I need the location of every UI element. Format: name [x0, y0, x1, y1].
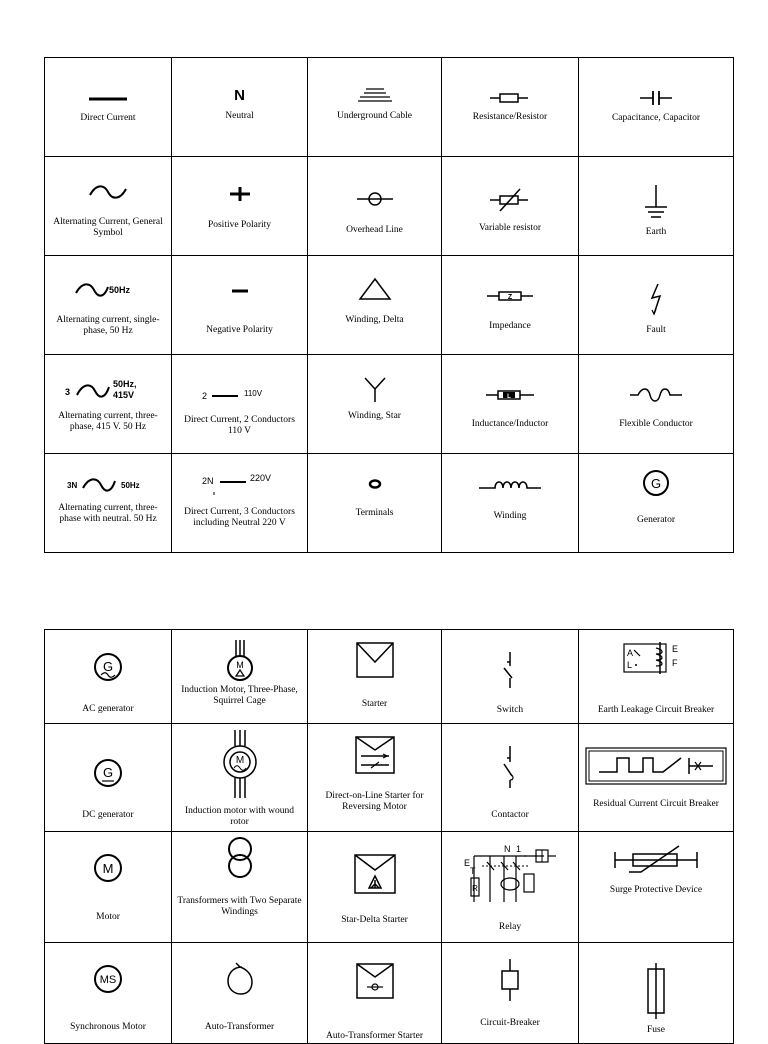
- impedance-icon: [485, 288, 535, 304]
- symbol-label: Auto-Transformer Starter: [325, 1031, 423, 1041]
- synchronous-motor-icon: [92, 963, 124, 995]
- svg-text:F: F: [672, 658, 678, 668]
- underground-cable-icon: [350, 86, 400, 104]
- svg-text:2N: 2N: [201, 476, 214, 486]
- svg-text:220V: 220V: [249, 473, 271, 483]
- svg-text:3N: 3N: [67, 481, 78, 490]
- symbol-cell: [308, 355, 442, 454]
- symbol-label: Relay: [498, 922, 522, 932]
- symbol-label: Resistance/Resistor: [472, 112, 548, 122]
- symbol-cell: [442, 157, 579, 256]
- symbol-label: Induction Motor, Three-Phase, Squirrel Cage: [181, 685, 298, 706]
- transformer-icon: [222, 836, 258, 880]
- symbol-label: Capacitance, Capacitor: [611, 113, 701, 123]
- symbol-label: Synchronous Motor: [70, 1022, 146, 1032]
- symbol-label: Circuit-Breaker: [480, 1018, 540, 1028]
- svg-text:1: 1: [516, 844, 522, 854]
- symbol-label: Alternating current, three-phase with neutral. 50 Hz: [58, 503, 158, 524]
- symbol-label: Variable resistor: [479, 223, 541, 233]
- symbol-label: Motor: [96, 912, 120, 922]
- symbol-cell: [442, 943, 579, 1044]
- svg-text:T: T: [470, 866, 476, 876]
- svg-text:L: L: [627, 660, 633, 670]
- symbol-label: Fuse: [647, 1025, 665, 1035]
- svg-text:2: 2: [201, 391, 207, 401]
- symbol-cell: [579, 724, 734, 832]
- symbol-label: Direct Current: [80, 113, 136, 123]
- symbol-label: Winding, Delta: [345, 315, 404, 325]
- starter-icon: [354, 640, 396, 680]
- symbol-cell: [579, 454, 734, 553]
- fault-icon: [646, 282, 666, 316]
- dc-two-conductors-icon: [200, 387, 280, 403]
- symbol-label: Negative Polarity: [206, 325, 273, 335]
- symbol-cell: [579, 355, 734, 454]
- symbol-label: Residual Current Circuit Breaker: [593, 799, 719, 809]
- elcb-icon: [620, 640, 692, 676]
- symbol-cell: [442, 355, 579, 454]
- symbol-label: Starter: [361, 699, 388, 709]
- circuit-breaker-icon: [495, 957, 525, 1003]
- terminal-icon: [365, 477, 385, 491]
- symbol-cell: [45, 943, 172, 1044]
- table-row: [45, 832, 734, 943]
- symbol-cell: [308, 832, 442, 943]
- symbol-cell: [442, 58, 579, 157]
- fuse-icon: [642, 961, 670, 1021]
- auto-transformer-icon: [224, 961, 256, 997]
- alternating-current-icon: [86, 183, 130, 201]
- svg-text:M: M: [235, 660, 244, 670]
- symbol-label: Induction motor with wound rotor: [185, 806, 294, 827]
- svg-text:50Hz: 50Hz: [121, 481, 140, 490]
- svg-text:E: E: [464, 858, 471, 868]
- rccb-icon: [583, 746, 729, 786]
- surge-protective-device-icon: [611, 842, 701, 878]
- symbol-label: Underground Cable: [336, 111, 413, 121]
- table-row: [45, 454, 734, 553]
- svg-text:415V: 415V: [113, 390, 135, 400]
- symbol-label: Direct Current, 3 Conductors including Neutral 220 V: [184, 507, 295, 528]
- svg-text:M: M: [102, 861, 114, 876]
- table-row: [45, 630, 734, 724]
- svg-text:50Hz: 50Hz: [109, 285, 131, 295]
- symbol-cell: [45, 355, 172, 454]
- symbol-cell: [308, 454, 442, 553]
- relay-icon: [460, 842, 560, 912]
- dol-starter-reversing-icon: [353, 734, 397, 776]
- contactor-icon: [498, 744, 522, 790]
- symbol-label: Flexible Conductor: [619, 419, 693, 429]
- symbol-cell: [172, 832, 308, 943]
- symbol-label: Generator: [637, 515, 675, 525]
- svg-text:M: M: [235, 755, 244, 766]
- positive-polarity-icon: [225, 185, 255, 203]
- neutral-icon: N: [234, 87, 245, 104]
- negative-polarity-icon: [225, 286, 255, 296]
- induction-motor-wound-rotor-icon: [220, 728, 260, 800]
- winding-icon: [475, 476, 545, 492]
- symbol-label: Winding: [493, 511, 527, 521]
- dc-three-conductors-icon: [200, 472, 280, 498]
- svg-text:R: R: [472, 884, 478, 893]
- symbol-cell: [172, 630, 308, 724]
- capacitor-icon: [636, 88, 676, 108]
- table-row: [45, 355, 734, 454]
- svg-text:MS: MS: [99, 974, 117, 986]
- symbol-cell: [308, 157, 442, 256]
- symbol-label: Transformers with Two Separate Windings: [177, 896, 302, 917]
- svg-text:E: E: [672, 644, 679, 654]
- symbol-label: Alternating current, single-phase, 50 Hz: [56, 315, 160, 336]
- symbol-label: DC generator: [82, 810, 134, 820]
- symbol-cell: [308, 58, 442, 157]
- symbol-cell: [172, 943, 308, 1044]
- symbol-label: Earth: [645, 227, 667, 237]
- symbol-label: Terminals: [355, 508, 394, 518]
- symbol-cell: [308, 943, 442, 1044]
- symbol-cell: [579, 256, 734, 355]
- auto-transformer-starter-icon: [354, 961, 396, 1001]
- symbol-label: Direct-on-Line Starter for Reversing Motor: [325, 791, 424, 812]
- symbol-label: AC generator: [82, 704, 134, 714]
- symbol-label: Alternating current, three-phase, 415 V. 50 Hz: [58, 411, 158, 432]
- symbol-label: Auto-Transformer: [204, 1022, 275, 1032]
- generator-icon: [641, 468, 671, 498]
- resistor-icon: [488, 90, 532, 106]
- symbol-cell: [172, 724, 308, 832]
- symbol-cell: [308, 256, 442, 355]
- variable-resistor-icon: [488, 187, 532, 213]
- symbol-cell: [579, 157, 734, 256]
- symbol-cell: [45, 724, 172, 832]
- symbol-cell: [172, 256, 308, 355]
- symbol-label: Inductance/Inductor: [471, 419, 549, 429]
- switch-icon: [498, 650, 522, 690]
- symbol-cell: [45, 58, 172, 157]
- table-row: [45, 157, 734, 256]
- symbol-cell: [308, 630, 442, 724]
- motor-icon: [92, 852, 124, 884]
- symbol-cell: [172, 454, 308, 553]
- symbols-table-1: [44, 57, 734, 553]
- symbol-label: Impedance: [489, 321, 531, 331]
- star-delta-starter-icon: [352, 852, 398, 896]
- symbols-table-2: [44, 629, 734, 1044]
- svg-text:3: 3: [65, 387, 71, 397]
- symbol-label: Earth Leakage Circuit Breaker: [597, 705, 715, 715]
- symbol-cell: [45, 630, 172, 724]
- symbol-label: Overhead Line: [346, 225, 403, 235]
- svg-text:A: A: [627, 648, 634, 658]
- symbol-label: Star-Delta Starter: [341, 915, 408, 925]
- symbol-cell: [45, 454, 172, 553]
- ac-three-phase-icon: [63, 377, 153, 403]
- symbol-cell: [45, 256, 172, 355]
- svg-text:50Hz,: 50Hz,: [113, 379, 137, 389]
- svg-text:N: N: [504, 844, 511, 854]
- symbol-cell: [45, 157, 172, 256]
- symbol-cell: [45, 832, 172, 943]
- symbol-cell: [579, 630, 734, 724]
- symbol-label: Fault: [646, 325, 666, 335]
- table-row: [45, 256, 734, 355]
- symbol-cell: [172, 58, 308, 157]
- ac-generator-icon: [93, 651, 123, 683]
- symbol-cell: [308, 724, 442, 832]
- symbol-cell: [172, 355, 308, 454]
- symbol-label: Neutral: [225, 111, 254, 121]
- symbol-label: Direct Current, 2 Conductors 110 V: [184, 415, 295, 436]
- earth-icon: [641, 183, 671, 221]
- symbol-label: Surge Protective Device: [609, 885, 703, 895]
- symbol-cell: [442, 256, 579, 355]
- symbol-cell: [442, 832, 579, 943]
- ac-single-phase-icon: [72, 280, 144, 300]
- symbol-cell: [579, 58, 734, 157]
- table-row: [45, 943, 734, 1044]
- symbol-cell: [172, 157, 308, 256]
- svg-text:G: G: [102, 765, 114, 780]
- symbol-cell: [442, 724, 579, 832]
- svg-text:G: G: [650, 476, 662, 491]
- symbol-label: Positive Polarity: [207, 220, 272, 230]
- table-row: [45, 58, 734, 157]
- symbol-cell: [442, 630, 579, 724]
- svg-text:110V: 110V: [243, 389, 262, 398]
- overhead-line-icon: [355, 189, 395, 209]
- symbol-cell: [579, 943, 734, 1044]
- induction-motor-squirrel-cage-icon: [225, 638, 255, 682]
- winding-star-icon: [360, 375, 390, 405]
- symbol-label: Contactor: [491, 810, 529, 820]
- direct-current-icon: [83, 92, 133, 106]
- svg-text:Z: Z: [507, 294, 513, 301]
- svg-text:L: L: [507, 394, 511, 400]
- ac-three-phase-neutral-icon: [63, 474, 153, 496]
- inductor-icon: [484, 387, 536, 403]
- dc-generator-icon: [93, 757, 123, 789]
- symbol-cell: [579, 832, 734, 943]
- svg-text:G: G: [102, 659, 114, 674]
- symbol-label: Winding, Star: [348, 411, 401, 421]
- symbol-label: Alternating Current, General Symbol: [53, 217, 163, 238]
- symbol-cell: [442, 454, 579, 553]
- flexible-conductor-icon: [628, 385, 684, 405]
- winding-delta-icon: [357, 276, 393, 302]
- symbol-label: Switch: [496, 705, 524, 715]
- table-row: [45, 724, 734, 832]
